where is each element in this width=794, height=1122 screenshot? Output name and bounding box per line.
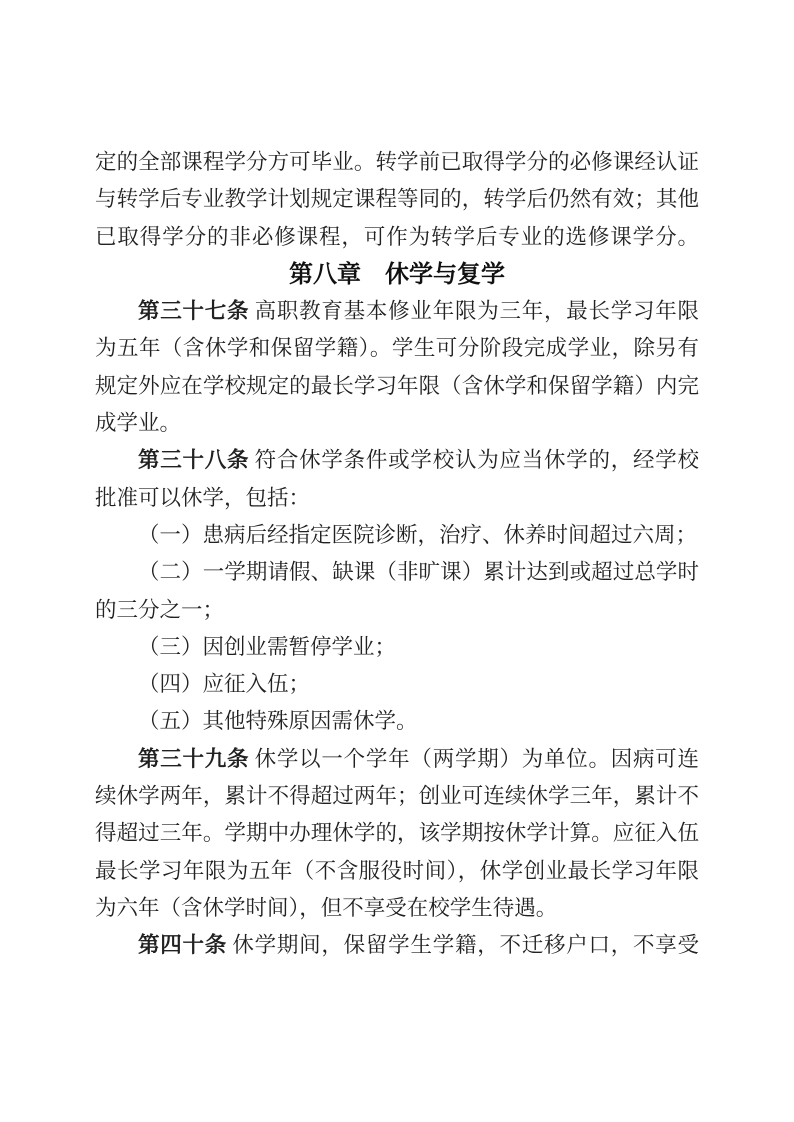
continuation-paragraph xyxy=(95,144,699,256)
article-38-label: 第三十八条 xyxy=(138,448,250,473)
article-40-text: 休学期间，保留学生学籍，不迁移户口，不享受 xyxy=(232,933,699,958)
article-38-item-5 xyxy=(95,703,699,740)
article-37-text: 高职教育基本修业年限为三年，最长学习年限为五年（含休学和保留学籍）。学生可分阶段完成学业，除另有规定外应在学校规定的最长学习年限（含休学和保留学籍）内完成学业。 xyxy=(95,299,699,436)
article-39-label: 第三十九条 xyxy=(138,746,250,771)
article-38-item-3 xyxy=(95,629,699,666)
article-38-item-4-text: （四）应征入伍； xyxy=(138,672,311,697)
chapter-heading: 第八章 休学与复学 xyxy=(289,260,505,288)
article-40-paragraph xyxy=(95,927,699,964)
article-39-paragraph xyxy=(95,741,699,927)
article-37-label: 第三十七条 xyxy=(138,299,250,324)
article-38-item-1-text: （一）患病后经指定医院诊断，治疗、休养时间超过六周； xyxy=(138,522,698,547)
article-38-item-3-text: （三）因创业需暂停学业； xyxy=(138,634,397,659)
article-38-item-5-text: （五）其他特殊原因需休学。 xyxy=(138,709,418,734)
article-38-item-2 xyxy=(95,554,699,629)
article-38-text: 符合休学条件或学校认为应当休学的，经学校批准可以休学，包括： xyxy=(95,448,699,510)
continuation-paragraph-text: 定的全部课程学分方可毕业。转学前已取得学分的必修课经认证与转学后专业教学计划规定课程等同的，转学后仍然有效；其他已取得学分的非必修课程，可作为转学后专业的选修课学分。 xyxy=(95,150,699,249)
article-38-paragraph xyxy=(95,442,699,517)
article-38-item-2-text: （二）一学期请假、缺课（非旷课）累计达到或超过总学时的三分之一； xyxy=(95,560,699,622)
article-37-paragraph xyxy=(95,293,699,442)
article-39-text: 休学以一个学年（两学期）为单位。因病可连续休学两年，累计不得超过两年；创业可连续休学三年，累计不得超过三年。学期中办理休学的，该学期按休学计算。应征入伍最长学习年限为五年（不含服役时间），休学创业最长学习年限为六年（含休学时间），但不享受在校学生待遇。 xyxy=(95,746,699,920)
article-40-label: 第四十条 xyxy=(138,933,228,958)
article-38-item-1 xyxy=(95,517,699,554)
article-38-item-4 xyxy=(95,666,699,703)
